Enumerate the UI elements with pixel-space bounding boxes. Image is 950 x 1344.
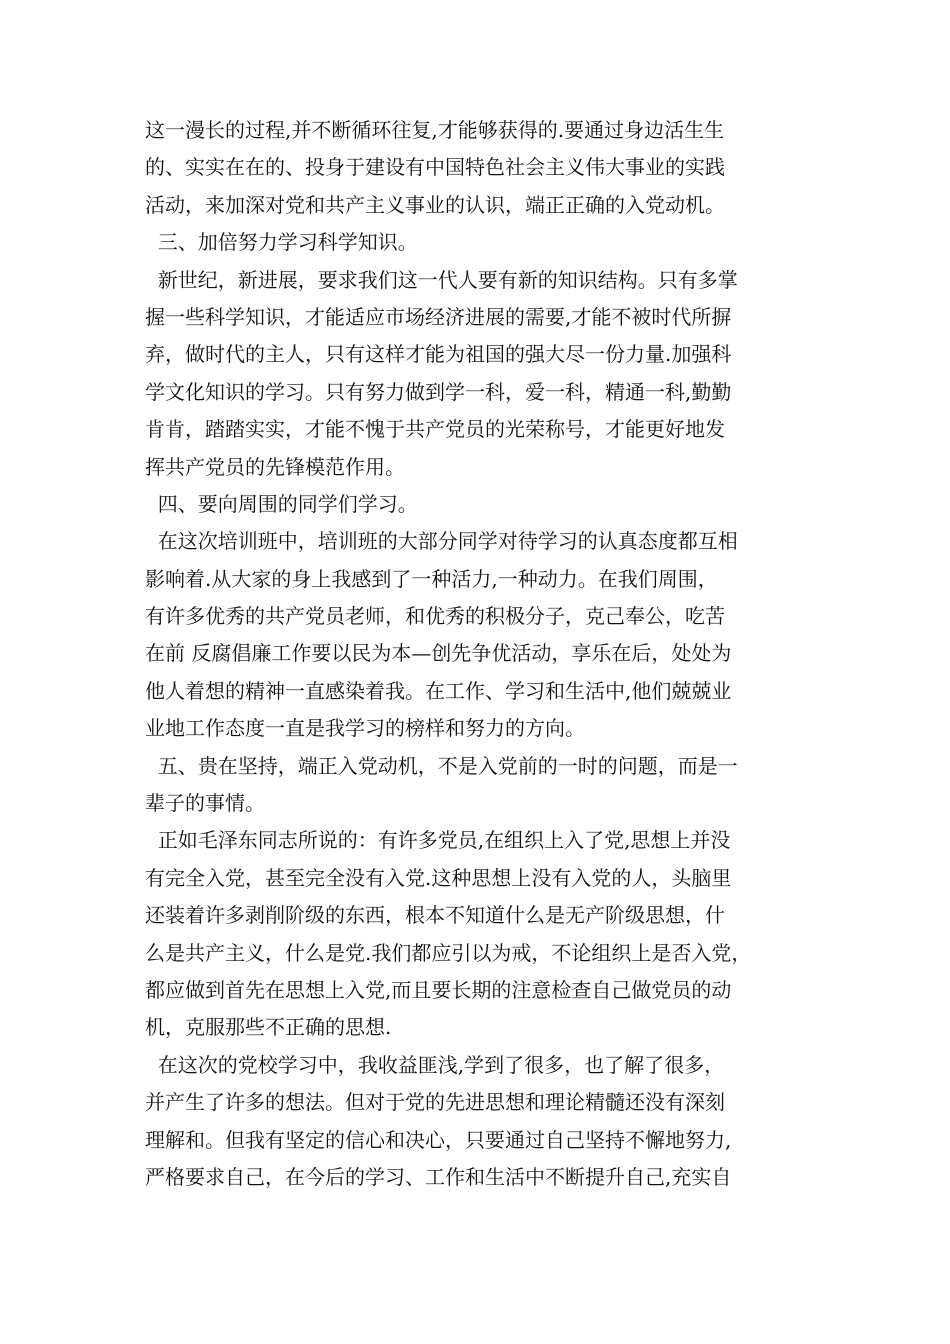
text-line: 他人着想的精神一直感染着我。在工作、学习和生活中,他们兢兢业 xyxy=(145,678,732,703)
text-line: 在这次培训班中，培训班的大部分同学对待学习的认真态度都互相 xyxy=(145,529,738,554)
text-line: 业地工作态度一直是我学习的榜样和努力的方向。 xyxy=(145,716,585,741)
text-line: 这一漫长的过程,并不断循环往复,才能够获得的.要通过身边活生生 xyxy=(145,118,725,142)
text-line: 弃，做时代的主人，只有这样才能为祖国的强大尽一份力量.加强科 xyxy=(145,342,732,367)
text-line: 在前 反腐倡廉工作要以民为本—创先争优活动，享乐在后，处处为 xyxy=(145,641,732,666)
section-heading-4: 四、要向周围的同学们学习。 xyxy=(145,491,418,516)
text-line: 的、实实在在的、投身于建设有中国特色社会主义伟大事业的实践 xyxy=(145,155,725,180)
text-line: 在这次的党校学习中，我收益匪浅,学到了很多，也了解了很多， xyxy=(145,1052,725,1077)
text-line: 理解和。但我有坚定的信心和决心，只要通过自己坚持不懈地努力, xyxy=(145,1127,732,1152)
text-line: 新世纪，新进展，要求我们这一代人要有新的知识结构。只有多掌 xyxy=(145,267,738,292)
text-line: 么是共产主义，什么是党.我们都应引以为戒，不论组织上是否入党， xyxy=(145,940,752,965)
text-line: 有完全入党，甚至完全没有入党.这种思想上没有入党的人，头脑里 xyxy=(145,865,732,890)
text-line: 并产生了许多的想法。但对于党的先进思想和理论精髓还没有深刻 xyxy=(145,1090,725,1115)
text-line: 有许多优秀的共产党员老师，和优秀的积极分子，克己奉公，吃苦 xyxy=(145,604,725,629)
text-line: 都应做到首先在思想上入党,而且要长期的注意检查自己做党员的动 xyxy=(145,977,732,1002)
text-line: 还装着许多剥削阶级的东西，根本不知道什么是无产阶级思想，什 xyxy=(145,903,725,928)
text-line: 影响着.从大家的身上我感到了一种活力,一种动力。在我们周围， xyxy=(145,566,718,591)
text-line: 严格要求自己，在今后的学习、工作和生活中不断提升自己,充实自 xyxy=(145,1164,732,1189)
body-text xyxy=(145,112,815,1196)
text-line: 肯肯，踏踏实实，才能不愧于共产党员的光荣称号，才能更好地发 xyxy=(145,417,725,442)
text-line: 活动，来加深对党和共产主义事业的认识，端正正确的入党动机。 xyxy=(145,192,725,217)
text-line: 正如毛泽东同志所说的：有许多党员,在组织上入了党,思想上并没 xyxy=(145,828,731,853)
text-line: 机，克服那些不正确的思想. xyxy=(145,1015,392,1040)
text-line: 挥共产党员的先锋模范作用。 xyxy=(145,454,405,479)
text-line: 学文化知识的学习。只有努力做到学一科，爱一科，精通一科,勤勤 xyxy=(145,379,732,404)
section-heading-3: 三、加倍努力学习科学知识。 xyxy=(145,230,418,255)
text-line: 辈子的事情。 xyxy=(145,791,265,816)
section-heading-5: 五、贵在坚持，端正入党动机，不是入党前的一时的问题，而是一 xyxy=(145,753,738,778)
text-line: 握一些科学知识，才能适应市场经济进展的需要,才能不被时代所摒 xyxy=(145,304,732,329)
